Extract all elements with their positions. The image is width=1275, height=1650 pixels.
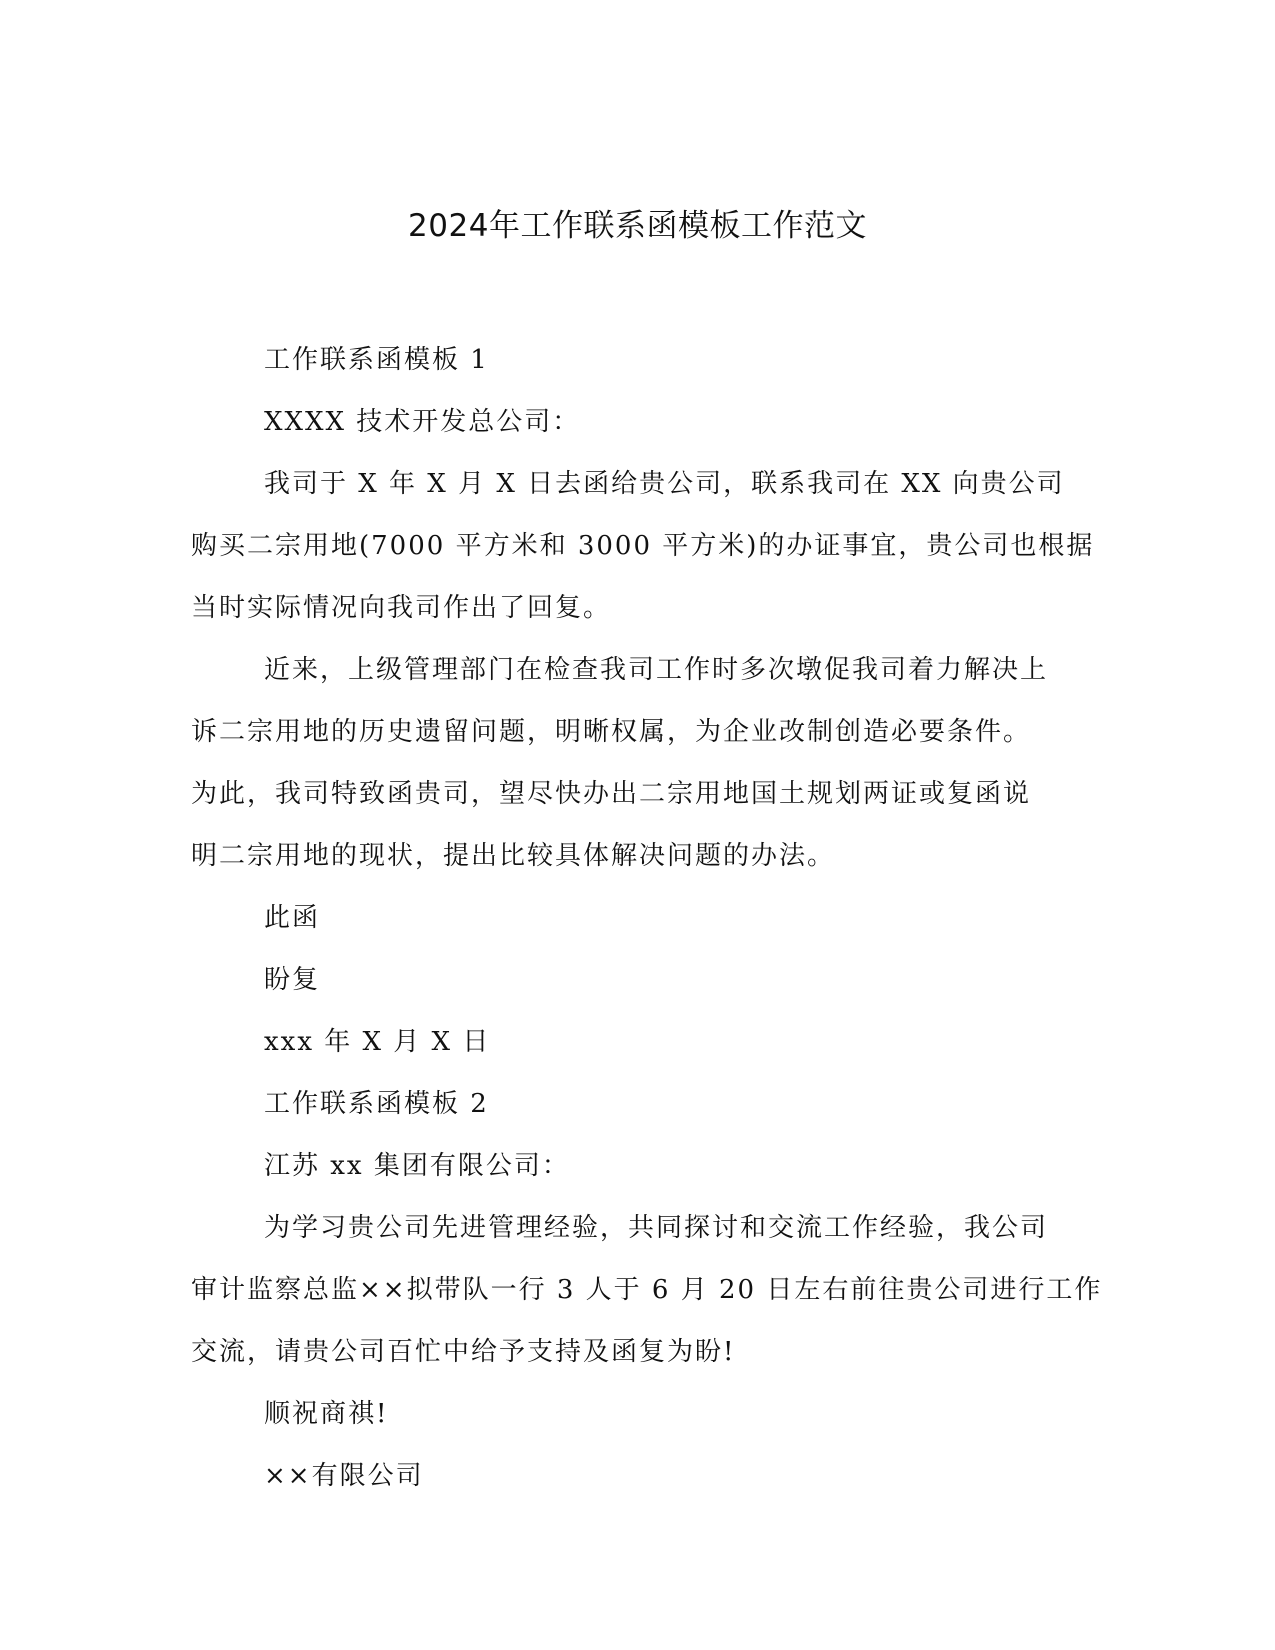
- closing-line: 此函: [264, 903, 321, 933]
- recipient-line: XXXX 技术开发总公司：: [264, 407, 581, 437]
- paragraph-line: 为学习贵公司先进管理经验，共同探讨和交流工作经验，我公司: [264, 1213, 1049, 1243]
- paragraph-line: 为此，我司特致函贵司，望尽快办出二宗用地国土规划两证或复函说: [191, 779, 1032, 809]
- section-heading-template-2: 工作联系函模板 2: [264, 1089, 489, 1119]
- signature-line: ××有限公司: [264, 1461, 424, 1491]
- closing-line: 盼复: [264, 965, 321, 995]
- paragraph-line: 明二宗用地的现状，提出比较具体解决问题的办法。: [191, 841, 836, 871]
- paragraph-line: 我司于 X 年 X 月 X 日去函给贵公司，联系我司在 XX 向贵公司: [264, 469, 1065, 499]
- paragraph-line: 审计监察总监××拟带队一行 3 人于 6 月 20 日左右前往贵公司进行工作: [191, 1275, 1103, 1305]
- document-body: [191, 329, 1103, 1507]
- paragraph-line: 诉二宗用地的历史遗留问题，明晰权属，为企业改制创造必要条件。: [191, 717, 1032, 747]
- paragraph-line: 近来，上级管理部门在检查我司工作时多次墩促我司着力解决上: [264, 655, 1049, 685]
- paragraph-line: 交流，请贵公司百忙中给予支持及函复为盼!: [191, 1337, 736, 1367]
- paragraph-line: 购买二宗用地(7000 平方米和 3000 平方米)的办证事宜，贵公司也根据: [191, 531, 1095, 561]
- date-line: xxx 年 X 月 X 日: [264, 1027, 491, 1057]
- document-title: 2024年工作联系函模板工作范文: [408, 208, 867, 244]
- section-heading-template-1: 工作联系函模板 1: [264, 345, 489, 375]
- recipient-line: 江苏 xx 集团有限公司：: [264, 1151, 570, 1181]
- closing-line: 顺祝商祺!: [264, 1399, 389, 1429]
- paragraph-line: 当时实际情况向我司作出了回复。: [191, 593, 612, 623]
